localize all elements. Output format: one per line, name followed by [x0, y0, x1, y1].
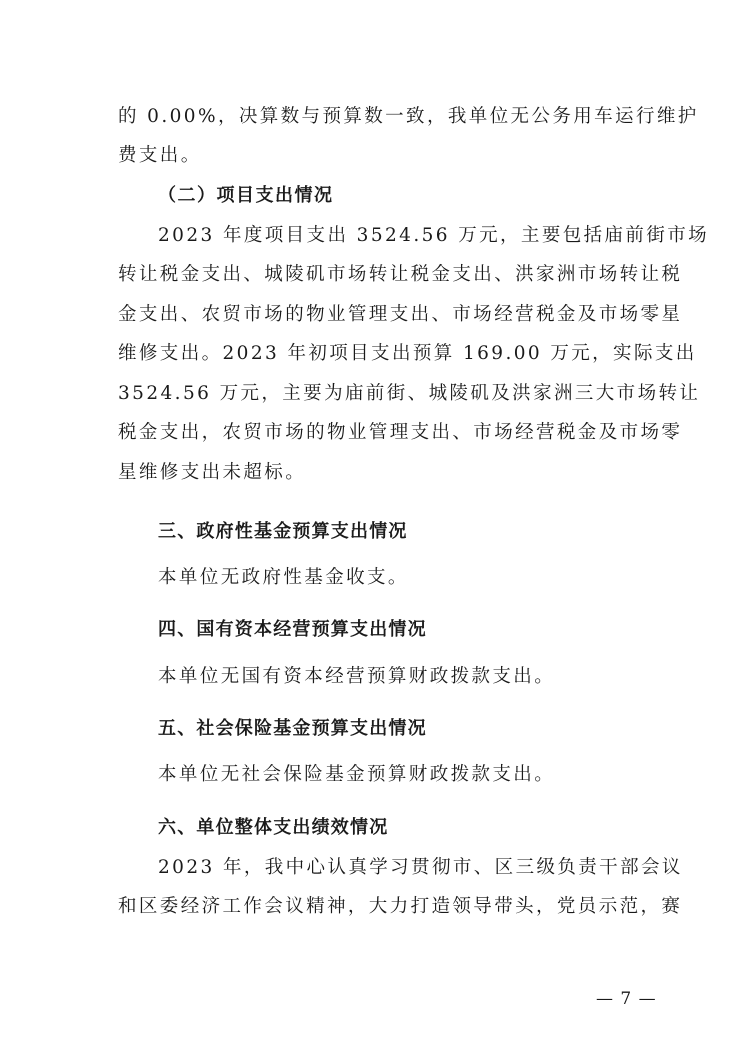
paragraph-line: 2023 年，我中心认真学习贯彻市、区三级负责干部会议 [158, 857, 683, 878]
paragraph-line: 和区委经济工作会议精神，大力打造领导带头，党员示范，赛 [118, 896, 683, 917]
section-5-heading: 五、社会保险基金预算支出情况 [158, 718, 427, 739]
paragraph-line: 维修支出。2023 年初项目支出预算 169.00 万元，实际支出 [118, 343, 697, 364]
section-6-heading: 六、单位整体支出绩效情况 [158, 817, 389, 838]
paragraph-line: 税金支出，农贸市场的物业管理支出、市场经营税金及市场零 [118, 422, 683, 443]
section-4-body: 本单位无国有资本经营预算财政拨款支出。 [158, 666, 556, 687]
page-number: — 7 — [596, 989, 657, 1009]
section-3-body: 本单位无政府性基金收支。 [158, 567, 409, 588]
paragraph-line: 星维修支出未超标。 [118, 462, 307, 483]
paragraph-line: 2023 年度项目支出 3524.56 万元，主要包括庙前街市场 [158, 225, 710, 246]
section-2-heading: （二）项目支出情况 [158, 185, 334, 206]
paragraph-line: 费支出。 [118, 145, 202, 166]
paragraph-line: 的 0.00%，决算数与预算数一致，我单位无公务用车运行维护 [118, 106, 699, 127]
section-4-heading: 四、国有资本经营预算支出情况 [158, 619, 427, 640]
section-5-body: 本单位无社会保险基金预算财政拨款支出。 [158, 764, 556, 785]
paragraph-line: 转让税金支出、城陵矶市场转让税金支出、洪家洲市场转让税 [118, 264, 683, 285]
paragraph-line: 3524.56 万元，主要为庙前街、城陵矶及洪家洲三大市场转让 [118, 383, 701, 404]
paragraph-line: 金支出、农贸市场的物业管理支出、市场经营税金及市场零星 [118, 304, 683, 325]
section-3-heading: 三、政府性基金预算支出情况 [158, 521, 408, 542]
